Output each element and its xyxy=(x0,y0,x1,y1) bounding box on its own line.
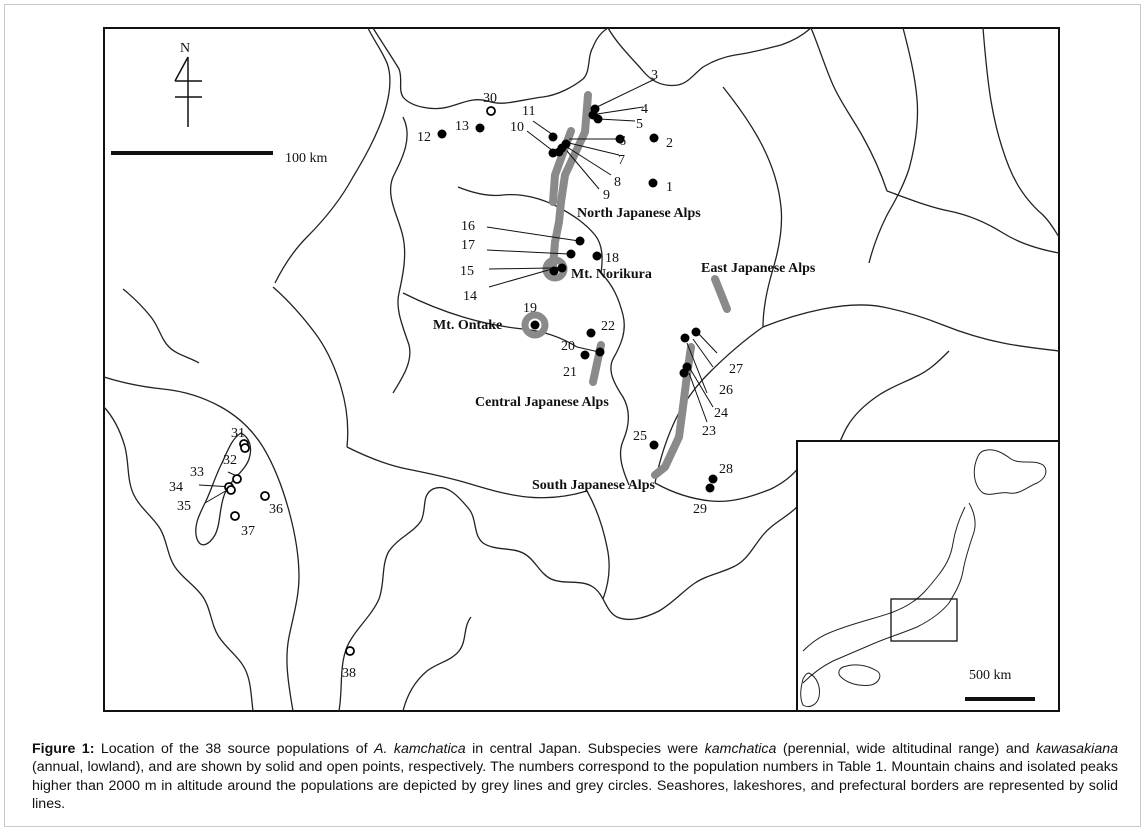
pop-13-point xyxy=(476,124,485,133)
pop-35-point xyxy=(227,486,235,494)
pop-14-point xyxy=(550,267,559,276)
pop-label-35: 35 xyxy=(177,499,191,514)
caption-species: A. kamchatica xyxy=(374,741,466,757)
pop-label-15: 15 xyxy=(460,264,474,279)
pop-label-26: 26 xyxy=(719,383,733,398)
inset-border xyxy=(797,441,1059,711)
pop-label-13: 13 xyxy=(455,119,469,134)
pop-label-29: 29 xyxy=(693,502,707,517)
label-south-japanese-alps: South Japanese Alps xyxy=(532,478,655,493)
pop-12-point xyxy=(438,130,447,139)
pop-38-point xyxy=(346,647,354,655)
pop-37-point xyxy=(231,512,239,520)
pop-label-8: 8 xyxy=(614,175,621,190)
pop-22-point xyxy=(587,329,596,338)
pop-label-36: 36 xyxy=(269,502,283,517)
pop-label-14: 14 xyxy=(463,289,477,304)
caption-text-2: in central Japan. Subspecies were xyxy=(465,741,705,757)
label-mt-norikura: Mt. Norikura xyxy=(571,267,652,282)
caption-text-4: (annual, lowland), and are shown by solid and open points, respectively. The numbers correspond to the population numbers in Table 1. Mountain chains and isolated peaks higher than 2000 m in altitude around the populations are depicted by grey lines and grey circles. Seashores, lakeshores, and prefectural borders are represented by solid lines. xyxy=(32,759,1118,813)
pop-label-7: 7 xyxy=(618,153,625,168)
label-north-japanese-alps: North Japanese Alps xyxy=(577,206,701,221)
pop-28-point xyxy=(709,475,718,484)
figure-caption xyxy=(32,740,1118,814)
pop-label-17: 17 xyxy=(461,238,475,253)
pop-17-point xyxy=(567,250,576,259)
label-east-japanese-alps: East Japanese Alps xyxy=(701,261,816,276)
pop-label-10: 10 xyxy=(510,120,524,135)
label-central-japanese-alps: Central Japanese Alps xyxy=(475,395,609,410)
pop-10-point xyxy=(549,149,558,158)
pop-26-point xyxy=(681,334,690,343)
pop-1-point xyxy=(649,179,658,188)
pop-5-point xyxy=(594,115,603,124)
pop-label-20: 20 xyxy=(561,339,575,354)
north-label: N xyxy=(180,41,191,56)
pop-15-point xyxy=(558,264,567,273)
pop-label-16: 16 xyxy=(461,219,475,234)
pop-19-point xyxy=(531,321,540,330)
pop-29-point xyxy=(706,484,715,493)
pop-label-30: 30 xyxy=(483,91,497,106)
pop-label-9: 9 xyxy=(603,188,610,203)
pop-32-point xyxy=(241,444,249,452)
pop-label-11: 11 xyxy=(522,104,536,119)
inset-map xyxy=(797,441,1059,711)
pop-label-32: 32 xyxy=(223,453,237,468)
caption-label: Figure 1: xyxy=(32,741,95,757)
pop-label-34: 34 xyxy=(169,480,183,495)
pop-label-21: 21 xyxy=(563,365,577,380)
pop-label-25: 25 xyxy=(633,429,647,444)
pop-label-22: 22 xyxy=(601,319,615,334)
pop-20-point xyxy=(596,348,605,357)
pop-label-3: 3 xyxy=(651,68,658,83)
pop-33-point xyxy=(233,475,241,483)
pop-label-1: 1 xyxy=(666,180,673,195)
caption-text-3: (perennial, wide altitudinal range) and xyxy=(776,741,1036,757)
label-mt-ontake: Mt. Ontake xyxy=(433,318,503,333)
pop-2-point xyxy=(650,134,659,143)
pop-label-27: 27 xyxy=(729,362,743,377)
pop-label-23: 23 xyxy=(702,424,716,439)
scale-label-main: 100 km xyxy=(285,151,328,166)
caption-text-1: Location of the 38 source populations of xyxy=(94,741,374,757)
pop-label-28: 28 xyxy=(719,462,733,477)
scale-label-inset: 500 km xyxy=(969,668,1012,683)
pop-label-2: 2 xyxy=(666,136,673,151)
pop-label-19: 19 xyxy=(523,301,537,316)
pop-36-point xyxy=(261,492,269,500)
pop-label-33: 33 xyxy=(190,465,204,480)
caption-subspecies-1: kamchatica xyxy=(704,741,777,757)
pop-27-point xyxy=(692,328,701,337)
map-figure xyxy=(103,27,1061,713)
pop-24-point xyxy=(683,363,692,372)
pop-25-point xyxy=(650,441,659,450)
pop-label-31: 31 xyxy=(231,426,245,441)
pop-label-5: 5 xyxy=(636,117,643,132)
pop-30-point xyxy=(487,107,495,115)
pop-label-4: 4 xyxy=(641,102,648,117)
pop-label-6: 6 xyxy=(619,134,626,149)
pop-21-point xyxy=(581,351,590,360)
pop-18-point xyxy=(593,252,602,261)
pop-label-37: 37 xyxy=(241,524,255,539)
pop-11-point xyxy=(549,133,558,142)
pop-label-24: 24 xyxy=(714,406,728,421)
caption-subspecies-2: kawasakiana xyxy=(1035,741,1118,757)
pop-label-18: 18 xyxy=(605,251,619,266)
pop-16-point xyxy=(576,237,585,246)
pop-label-38: 38 xyxy=(342,666,356,681)
pop-label-12: 12 xyxy=(417,130,431,145)
